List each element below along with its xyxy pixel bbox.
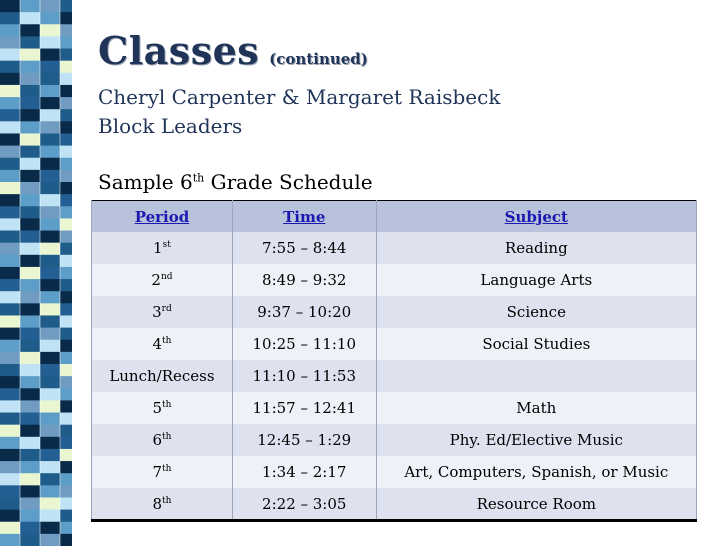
time-cell: 10:25 – 11:10 <box>232 328 376 360</box>
period-number: 2 <box>151 271 161 290</box>
time-cell: 11:57 – 12:41 <box>232 392 376 424</box>
schedule-heading-suffix: Grade Schedule <box>204 170 373 194</box>
header-time: Time <box>232 201 376 233</box>
period-number: 1 <box>153 239 163 258</box>
leaders-block <box>98 83 500 141</box>
period-number: 3 <box>152 303 162 322</box>
slide-title <box>98 28 368 73</box>
table-row <box>92 264 697 296</box>
table-row <box>92 456 697 488</box>
subject-cell: Science <box>376 296 696 328</box>
period-suffix: nd <box>160 272 173 283</box>
subject-cell: Math <box>376 392 696 424</box>
period-suffix: th <box>162 495 172 506</box>
period-suffix: th <box>162 464 172 475</box>
period-suffix: th <box>162 400 172 411</box>
period-number: Lunch/Recess <box>109 367 215 386</box>
period-number: 7 <box>152 463 162 482</box>
period-cell <box>92 232 233 264</box>
period-cell <box>92 264 233 296</box>
leaders-names: Cheryl Carpenter & Margaret Raisbeck <box>98 85 501 109</box>
table-row <box>92 392 697 424</box>
table-row <box>92 296 697 328</box>
title-suffix: (continued) <box>269 50 368 68</box>
schedule-heading-sup: th <box>192 171 205 185</box>
subject-cell: Language Arts <box>376 264 696 296</box>
period-cell <box>92 360 233 392</box>
table-row <box>92 424 697 456</box>
period-cell <box>92 392 233 424</box>
table-header-row <box>92 201 697 233</box>
subject-cell: Social Studies <box>376 328 696 360</box>
period-cell <box>92 424 233 456</box>
period-number: 4 <box>152 335 162 354</box>
period-number: 5 <box>152 399 162 418</box>
subject-cell: Resource Room <box>376 488 696 520</box>
decorative-stripes <box>0 0 80 546</box>
subject-cell: Reading <box>376 232 696 264</box>
subject-cell: Phy. Ed/Elective Music <box>376 424 696 456</box>
table-row <box>92 488 697 520</box>
period-suffix: th <box>162 336 172 347</box>
schedule-heading-prefix: Sample 6 <box>98 170 193 194</box>
schedule-table <box>91 200 697 522</box>
time-cell: 9:37 – 10:20 <box>232 296 376 328</box>
period-cell <box>92 456 233 488</box>
period-number: 6 <box>152 431 162 450</box>
period-number: 8 <box>152 494 162 513</box>
table-row <box>92 360 697 392</box>
leaders-role: Block Leaders <box>98 114 243 138</box>
time-cell: 11:10 – 11:53 <box>232 360 376 392</box>
time-cell: 8:49 – 9:32 <box>232 264 376 296</box>
table-row <box>92 232 697 264</box>
period-suffix: th <box>162 432 172 443</box>
header-subject: Subject <box>376 201 696 233</box>
time-cell: 2:22 – 3:05 <box>232 488 376 520</box>
period-suffix: st <box>162 240 171 251</box>
header-period: Period <box>92 201 233 233</box>
time-cell: 1:34 – 2:17 <box>232 456 376 488</box>
time-cell: 7:55 – 8:44 <box>232 232 376 264</box>
subject-cell <box>376 360 696 392</box>
time-cell: 12:45 – 1:29 <box>232 424 376 456</box>
period-cell <box>92 488 233 520</box>
title-main: Classes <box>98 28 260 73</box>
table-row <box>92 328 697 360</box>
period-cell <box>92 328 233 360</box>
period-cell <box>92 296 233 328</box>
period-suffix: rd <box>161 304 172 315</box>
schedule-heading <box>98 170 373 194</box>
subject-cell: Art, Computers, Spanish, or Music <box>376 456 696 488</box>
